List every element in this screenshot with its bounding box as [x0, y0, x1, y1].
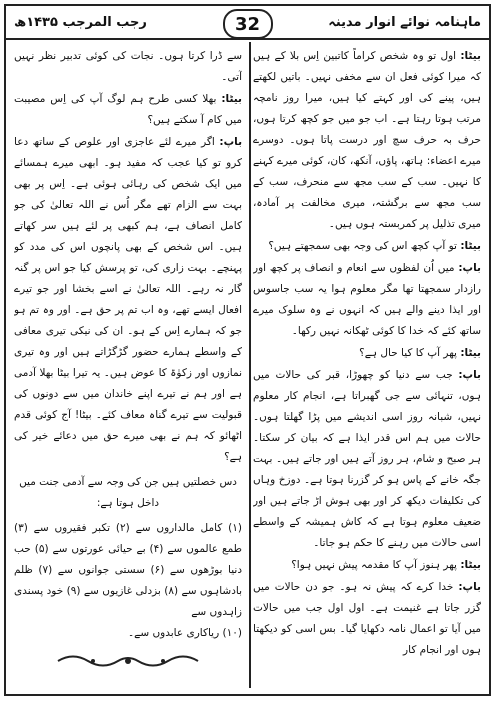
paragraph-text: پھر ہنوز آپ کا مقدمہ پیش نہیں ہوا؟: [291, 559, 457, 571]
ornament-icon: [53, 652, 203, 670]
speaker-label: بیٹا:: [460, 559, 481, 571]
speaker-label: باپ:: [219, 136, 242, 148]
paragraph: [253, 343, 481, 364]
paragraph: [253, 555, 481, 576]
speaker-label: بیٹا:: [460, 240, 481, 252]
page-number: 32: [223, 9, 273, 39]
paragraph-text: جب سے دنیا کو چھوڑا، قبر کی حالات میں ہوں، تنہائی سے جی گھبراتا ہے، انجام کار معلوم نہیں، شبانہ روز اسی اندیشے میں پڑا گھلتا ہوں۔ حالات میں ہم اس قدر ایذا ہے کہ بیان کر سکتا۔ ہر صبح و شام، ہر روز آتے ہیں اور جاتے ہیں۔ بہت جگہ خانے کے پاس ہو کر گزرنا ہوتا ہے۔ دوزخ وہاں کی تکلیفات دیکھ کر اور بھی ہوش اڑ جاتے ہیں اور ضعیف معلوم ہوتا ہے کہ کاش ہمیشہ کے واسطے اسی حالات میں رہنے کا حکم ہو جاتا۔: [253, 369, 481, 549]
paragraph-text: اگر میرے لئے عاجزی اور علوص کے ساتھ دعا کرو تو کیا عجب کہ مفید ہو۔ ابھی میرے ہمسائے میں ایک شخص کی رہائی ہوئی ہے۔ اِس پر بھی بہت سے الزام تھے مگر اُس نے اللہ تعالیٰ کی جو کامل انصاف ہے، ہم کبھی پر لئے ہیں سر کھاتے ہیں۔ اس شخص کے بھی پانچوں اس کی مدد کو پہنچے۔ بہت زاری کی، تو پرسش کیا جو اس پر گنہ گار نہ رہے۔ اللہ تعالیٰ نے اسے بخشا اور جو تیرے افعال ایسے تھے، وہ اب تم پر حق ہے۔ اور وہ تم ہو جو کہ ہمارے اِس کے ہو۔ ان کی نیکی تیری معافی کے واسطے ہمارے حضور گڑگڑاتے ہیں اور وہ تیری نمازوں اور زکوٰۃ کا عوض ہیں۔ یہ تیرا بیٹا بھلا آدمی ہے اور ہم نے تیرے اپنے خاندان میں سے دونوں کی قبولیت سے تیرے گناہ معاف کئے۔ بیٹا! آج کوئی قدم اٹھائو کہ ہم نے بھی میرے حق میں دعائے خیر کی ہے؟: [14, 136, 242, 463]
paragraph-text: سے ڈرا کرتا ہوں۔ نجات کی کوئی تدبیر نظر نہیں آتی۔: [14, 50, 242, 83]
speaker-label: باپ:: [458, 369, 481, 381]
speaker-label: بیٹا:: [460, 347, 481, 359]
paragraph-text: خدا کرے کہ پیش نہ ہو۔ جو دن حالات میں گزر جاتا ہے غنیمت ہے۔ اول اول جب میں حالات میں آیا تو اعمال نامہ دکھایا گیا۔ بس اسی کو دیکھتا ہوں اور انجام کار: [253, 581, 481, 656]
paragraph: [253, 258, 481, 342]
paragraph: [253, 236, 481, 257]
paragraph-text: اول تو وہ شخص کراماً کاتبین اِس بلا کے ہیں کہ میرا کوئی فعل ان سے مخفی نہیں۔ باتیں لکھتے ہیں، پینے کی اور کہتے کیا ہیں، میرا روز نامچہ مرتب ہوتا رہتا ہے۔ اب جو میں جو کچھ کرتا ہوں، حرف بہ حرف سچ اور درست پاتا ہوں۔ دوسرے میرے اعضاء: ہاتھ، پاؤں، آنکھ، کان، کوئی میرے کہنے کا نہیں۔ سب کے سب مجھ سے منحرف، سب کے سب مجھ سے برگشتہ، میری مخالفت پر آمادہ، میری تذلیل پر کمربستہ ہوں ہیں۔: [253, 50, 481, 230]
paragraph: [253, 365, 481, 554]
speaker-label: باپ:: [458, 262, 481, 274]
paragraph-text: تو آپ کچھ اس کی وجہ بھی سمجھتے ہیں؟: [268, 240, 457, 252]
speaker-label: باپ:: [458, 581, 481, 593]
issue-date: رجب المرجب ۱۴۳۵ھ: [14, 14, 147, 30]
paragraph-text: بھلا کسی طرح ہم لوگ آپ کی اِس مصیبت میں کام آ سکتے ہیں؟: [14, 93, 242, 126]
list-item: (۱) کامل مالداروں سے (۲) تکبر فقیروں سے (۳) طمع عالموں سے (۴) بے حیائی عورتوں سے (۵) حب دنیا بوڑھوں سے (۶) سستی جوانوں سے (۷) ظلم بادشاہوں سے (۸) بزدلی غازیوں سے (۹) خود پسندی زاہدوں سے: [14, 522, 242, 618]
left-column: [14, 46, 242, 686]
column-divider: [249, 42, 251, 688]
page: [4, 4, 491, 696]
speaker-label: بیٹا:: [221, 93, 242, 105]
magazine-title: ماہنامہ نوائے انوار مدینہ: [328, 14, 481, 30]
list-item: (۱۰) ریاکاری عابدوں سے۔: [128, 627, 242, 639]
paragraph: [14, 89, 242, 131]
paragraph: [253, 577, 481, 661]
speaker-label: بیٹا:: [460, 50, 481, 62]
right-column: [253, 46, 481, 686]
paragraph: [14, 132, 242, 468]
paragraph-text: پھر آپ کا کیا حال ہے؟: [359, 347, 457, 359]
paragraph: [14, 46, 242, 88]
paragraph-text: میں اُن لفظوں سے انعام و انصاف پر کچھ اور رازدار سمجھتا تھا مگر معلوم ہوا یہ سب جاسوس اور ایذا دینے والے ہیں کہ انہوں نے وہ سلوک میرے ساتھ کئے کہ خدا کا کوئی ٹھکانہ نہیں رکھا۔: [253, 262, 481, 337]
list-intro: دس خصلتیں ہیں جن کی وجہ سے آدمی جنت میں داخل ہوتا ہے:: [19, 476, 237, 509]
ornament-divider: [14, 652, 242, 670]
paragraph: [253, 46, 481, 235]
